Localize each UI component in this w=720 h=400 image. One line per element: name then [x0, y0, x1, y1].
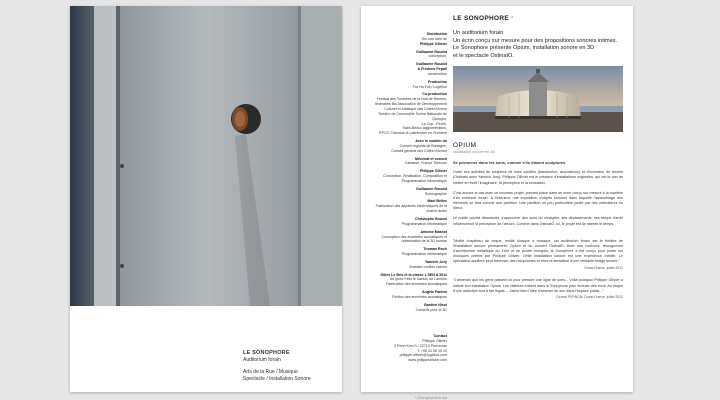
credit-head: Guillaume Roudot — [416, 62, 447, 67]
credit-head: Co-production — [422, 92, 447, 97]
body-paragraph: Le public pourra déambuler, s'approcher des sons ou s'installer, ses déplacements, ses temps d'arrêt influenceront la perception de l'œuvre. Comme dans OstinatO, ici, le projet est de ralentir le temps. — [453, 216, 623, 226]
credit-line: La Cop - Perrin, — [421, 121, 447, 126]
credit-block — [367, 199, 447, 214]
caption-subtitle: Auditorium forain — [243, 357, 281, 364]
credit-line: construction — [427, 71, 447, 76]
contact-line: T. +06 41 08 15 10 — [417, 348, 447, 353]
credit-line: du lycée Félix le Dantec de Lannion — [390, 277, 447, 282]
contact-website[interactable]: www.philippeollivier.com — [408, 358, 447, 363]
contact-head: Contact — [433, 334, 447, 338]
credit-block — [367, 230, 447, 245]
caption-line-3: Arts de la Rue / Musique — [243, 369, 298, 376]
credit-block — [367, 157, 447, 167]
credit-head: Yannick Jory — [424, 259, 447, 264]
main-column — [453, 30, 623, 300]
quote-text: "J'aimerais que les gens passent ici pour prendre une ligne de sons... Voilà pourquoi Philippe Ollivier a intitulé son installation Opium. Les visiteurs entrent dans le Sonophore pour écouter des sons. Au risque d'une addiction tout à fait légale... J'aime bien l'idée d'amener du son dans l'espace public..." — [453, 278, 623, 293]
credit-head: Distribution — [426, 32, 447, 36]
credit-block — [367, 169, 447, 184]
credit-line: Conseil régional de Bretagne, — [399, 143, 447, 148]
credit-block — [367, 290, 447, 300]
credit-line: Finition des enceintes acoustiques — [392, 294, 447, 299]
quote-text: "Moitié chapiteau de cirque, moitié kiosque à musique, cet auditorium forain est le théâtre de l'installation sonore permanente Opium et du concert OstinatO. Avec ses contours, résurgences d'architecture métallique du XIXe et de yourte mongole, le Sonophore a été conçu pour porter les musiques créées par Philippe Ollivier. Cette installation sonore est une expérience inédite. Le spectateur-auditeur peut traverser des holophones et vivre la sensation d'une véritable image sonore." — [453, 238, 623, 264]
credit-block — [367, 303, 447, 313]
credit-line: Grandes oreilles vicines — [408, 264, 447, 269]
credit-head: Mael Bellec — [427, 199, 447, 204]
intro-line: et le spectacle OstinatO. — [453, 52, 514, 59]
credit-block — [367, 80, 447, 90]
intro-line: Le Sonophore présente Opium, installation sonore en 3D — [453, 45, 595, 52]
left-page — [70, 6, 342, 392]
quote-source: Gérard PERNON, Ouest-France, juillet 2012 — [556, 294, 623, 299]
press-quote — [453, 278, 623, 299]
credit-line: Sur une idée de — [421, 36, 447, 41]
credit-line: Cabasse, France Télécom — [404, 161, 447, 166]
credit-head: Angèle Fanton — [422, 290, 447, 295]
credit-block — [367, 187, 447, 197]
credit-head: Mécénat et conseil — [415, 156, 447, 161]
credit-head: Thomas Roch — [423, 247, 447, 252]
header-mark: * — [511, 16, 514, 22]
intro-line: Un auditorium forain — [453, 30, 504, 36]
credit-block — [367, 273, 447, 288]
credit-head: Christophe Rouxel — [415, 217, 447, 221]
credit-name: Philippe Ollivier — [419, 41, 447, 46]
page-header — [453, 15, 513, 22]
credit-line: Fabrication des enceintes acoustiques — [385, 282, 447, 287]
credit-line: Conception, Réalisation, Composition et Programmation informatique — [383, 174, 447, 183]
credit-line: conception, — [428, 54, 447, 59]
header-title: LE SONOPHORE — [453, 15, 509, 22]
credit-head: Gilles Le Bris et la classe 1 SEN A 2011 — [380, 272, 447, 277]
body-paragraph: Outre ses activités de sculpteur de sons soufflés (bandonéon, accordéons) et d'inventeur de formes (Ostinato avec Yannick Jory), Philippe Ollivier est le créateur d'installations originales, qui ont le don de mettre en éveil l'imaginaire, la perception et la sensation. — [453, 170, 623, 185]
contact-email[interactable]: philippe.ollivier@logelloù.com — [399, 353, 447, 358]
credit-line: Conception des enceintes acoustiques et optimisation de la 3D sonore — [381, 234, 447, 244]
contact-line: 2 Penn Krec'h - 22710 Penvenan — [394, 343, 447, 348]
credit-block — [367, 260, 447, 270]
right-page — [361, 6, 633, 400]
credits-list — [367, 32, 447, 313]
credit-line: Théâtre de Cornouaille Scène Nationale de Quimper, — [378, 111, 447, 121]
intro — [453, 30, 623, 60]
press-quote — [453, 239, 623, 271]
credit-line: Fur Ha Foll / Logelloù — [412, 84, 447, 89]
contact-line: Philippe Ollivier — [422, 338, 447, 343]
credit-block — [367, 217, 447, 227]
credit-head: Avec le soutien du — [415, 139, 447, 144]
credit-line: Festival des Tombées de la Nuit de Rennes, Itinéraires Bis Association de Développement Culturel et Artistique des Côtes d'Armor — [374, 97, 447, 111]
footnote: * Celui qui porte le son — [414, 396, 447, 400]
cover-photo — [70, 6, 342, 306]
caption-title: LE SONOPHORE — [243, 350, 290, 356]
credit-head: Antoine Masset — [420, 229, 447, 234]
intro-line: Un écrin conçu sur mesure pour des propositions sonores intimes. — [453, 37, 618, 44]
credit-line: Scénographie — [424, 191, 447, 196]
credit-block — [367, 50, 447, 60]
credit-head: Bastien Nicol — [424, 302, 447, 307]
credit-head: Philippe Ollivier — [419, 169, 447, 174]
credit-block — [367, 139, 447, 154]
credit-block — [367, 247, 447, 257]
credit-line: Saint-Brieuc Agglomération, — [402, 126, 447, 131]
credit-line: Programmation informatique — [401, 221, 447, 226]
credit-block — [367, 92, 447, 136]
credit-line: Conseils pour la 3D — [415, 307, 447, 312]
credit-line: EPCC Chemins du patrimoine en Finistère — [379, 131, 447, 136]
section-subtitle: Installation sonore en 3D — [453, 150, 496, 155]
quote-source: Ouest-France, juillet 2012 — [584, 265, 623, 270]
credit-block — [367, 62, 447, 77]
credit-head: Guillaume Roudot — [416, 49, 447, 54]
section-title: OPIUM — [453, 142, 477, 150]
left-caption — [243, 350, 343, 383]
credit-line: Fabrication des appareils électroniques de la chaîne audio — [375, 204, 447, 214]
credit-head: Guillaume Roudot — [416, 186, 447, 191]
credit-line: Programmation informatique — [401, 252, 447, 257]
credit-name: & Frédéric Pepall — [417, 67, 447, 72]
credits-sidebar — [367, 32, 447, 400]
body-paragraph: C'est encore le cas avec ce nouveau projet, prenant place dans un écrin conçu sur mesure à la manière d'un entresort forain. À l'intérieur, une exposition d'objets sonores dans laquelle l'assemblage des éléments se fera comme une partition. Une partition un peu particulière jouée par des ordinateurs en direct. — [453, 190, 623, 211]
contact-block — [367, 334, 447, 363]
credit-head: Production — [428, 79, 447, 84]
sonophore-photo — [453, 66, 623, 132]
credit-line: Conseil général des Côtes d'Armor — [391, 148, 447, 153]
credit-block — [367, 32, 447, 47]
caption-line-4: Spectacle / Installation Sonore — [243, 375, 311, 382]
section-lead: Se promener dans les sons, comme s'ils étaient sculptures — [453, 160, 566, 166]
